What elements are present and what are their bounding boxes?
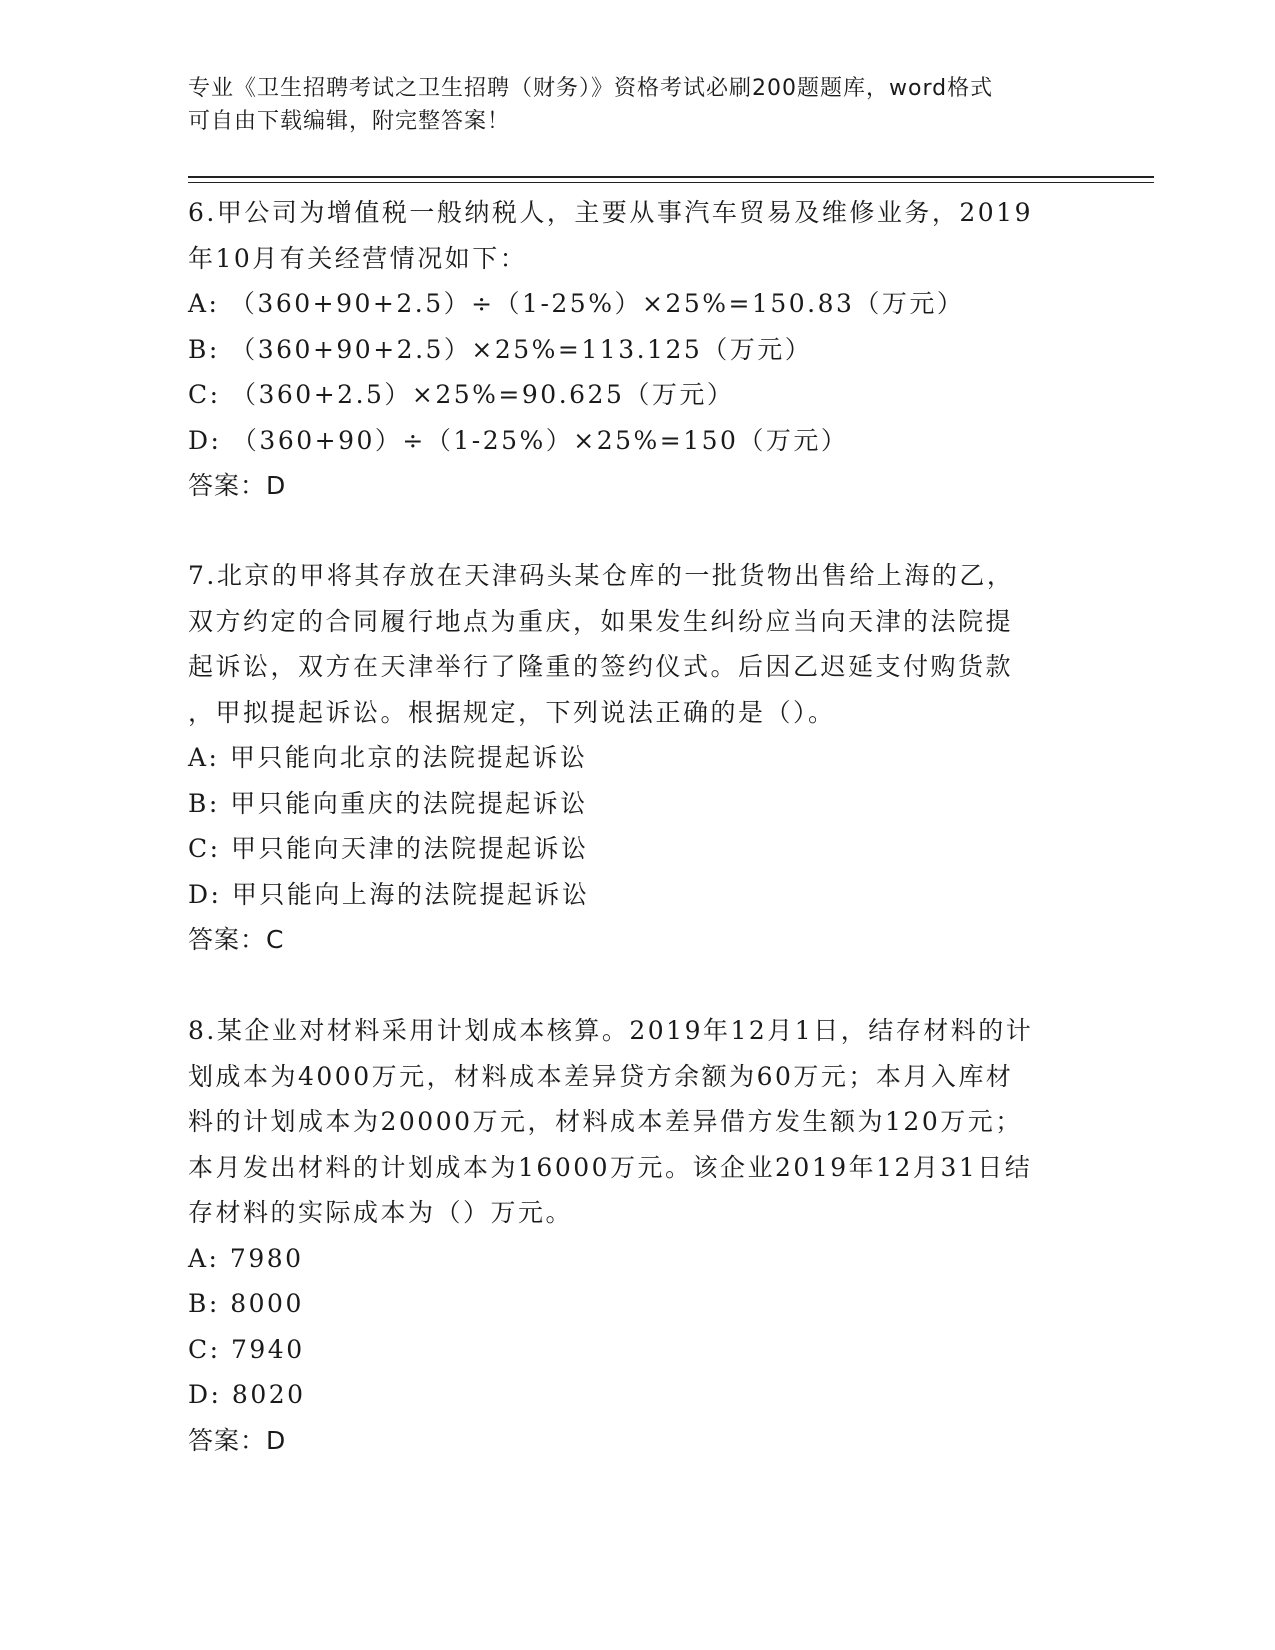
option-c: C: 甲只能向天津的法院提起诉讼 [188, 834, 589, 863]
option-a: A: 7980 [188, 1243, 304, 1273]
question-8 [188, 1008, 1088, 1463]
header-divider-thin [188, 182, 1154, 183]
option-c: C: 7940 [188, 1334, 305, 1364]
option-b: B: 甲只能向重庆的法院提起诉讼 [188, 788, 588, 818]
answer: 答案：D [188, 1425, 287, 1455]
answer: 答案：D [188, 471, 287, 500]
option-c: C: （360+2.5）×25%=90.625（万元） [188, 380, 735, 409]
question-stem-line: 双方约定的合同履行地点为重庆，如果发生纠纷应当向天津的法院提 [188, 606, 1014, 636]
option-b: B: 8000 [188, 1289, 304, 1318]
header-line-1: 专业《卫生招聘考试之卫生招聘（财务）》资格考试必刷200题题库，word格式 [188, 76, 994, 101]
question-stem-line: 起诉讼，双方在天津举行了隆重的签约仪式。后因乙迟延支付购货款 [188, 652, 1014, 681]
option-b: B: （360+90+2.5）×25%=113.125（万元） [188, 334, 813, 364]
question-stem-line: 存材料的实际成本为（）万元。 [188, 1198, 574, 1227]
question-stem-line: 7.北京的甲将其存放在天津码头某仓库的一批货物出售给上海的乙， [188, 561, 1015, 590]
question-stem-line: 年10月有关经营情况如下： [188, 243, 528, 273]
question-6 [188, 190, 1088, 509]
option-d: D: 甲只能向上海的法院提起诉讼 [188, 879, 590, 909]
question-7 [188, 553, 1088, 963]
answer: 答案：C [188, 925, 285, 954]
option-a: A: 甲只能向北京的法院提起诉讼 [188, 743, 588, 772]
question-stem-line: 本月发出材料的计划成本为16000万元。该企业2019年12月31日结 [188, 1152, 1033, 1182]
option-d: D: （360+90）÷（1-25%）×25%=150（万元） [188, 425, 849, 455]
question-stem-line: ，甲拟提起诉讼。根据规定，下列说法正确的是（）。 [188, 697, 836, 727]
question-stem-line: 料的计划成本为20000万元，材料成本差异借方发生额为120万元； [188, 1107, 1023, 1136]
document-header [188, 72, 1088, 138]
option-a: A: （360+90+2.5）÷（1-25%）×25%=150.83（万元） [188, 289, 965, 318]
header-divider-thick [188, 176, 1154, 178]
question-stem-line: 6.甲公司为增值税一般纳税人，主要从事汽车贸易及维修业务，2019 [188, 198, 1033, 227]
option-d: D: 8020 [188, 1380, 306, 1409]
header-line-2: 可自由下载编辑，附完整答案！ [188, 109, 511, 134]
question-stem-line: 8.某企业对材料采用计划成本核算。2019年12月1日，结存材料的计 [188, 1016, 1034, 1045]
question-stem-line: 划成本为4000万元，材料成本差异贷方余额为60万元；本月入库材 [188, 1061, 1014, 1091]
